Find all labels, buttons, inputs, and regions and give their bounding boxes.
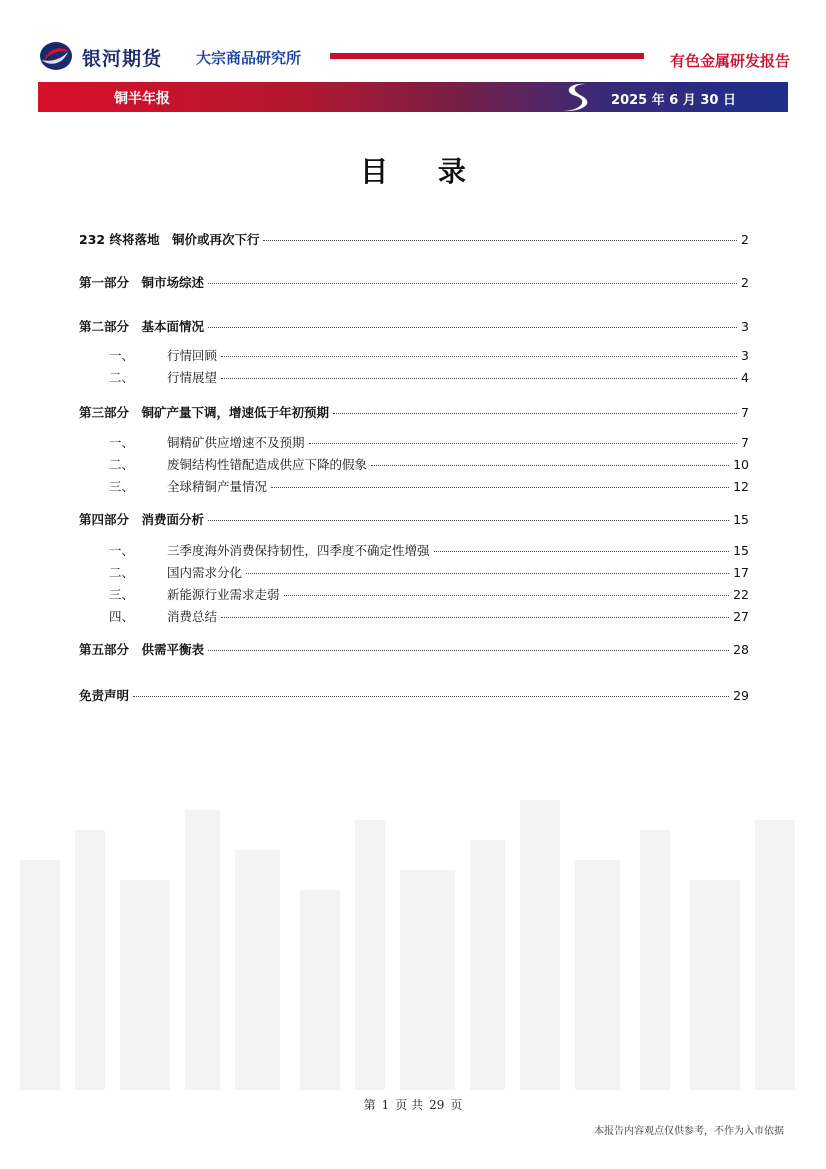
toc-entry-number: 一、 [109,348,135,363]
toc-leader-dots [221,378,737,379]
toc-entry[interactable] [79,317,749,335]
toc-leader-dots [263,240,737,241]
toc-entry-label: 全球精铜产量情况 [167,479,268,494]
toc-entry-label: 232 终将落地 铜价或再次下行 [79,232,260,247]
toc-entry[interactable] [79,585,749,603]
toc-entry[interactable] [79,230,749,248]
header-band [38,82,788,112]
toc-entry-number: 三、 [109,479,135,494]
toc-leader-dots [434,551,730,552]
swoosh-icon [556,82,598,112]
toc-entry-text [79,477,267,495]
toc-entry-page: 15 [733,512,749,527]
page-number: 第 1 页 共 29 页 [363,1098,463,1112]
toc-entry[interactable] [79,607,749,625]
toc-entry-text [79,640,204,658]
band-title: 铜半年报 [114,91,170,107]
toc-entry[interactable] [79,477,749,495]
toc-entry-number: 二、 [109,457,135,472]
toc-entry-text [79,433,305,451]
toc-entry-text [79,317,204,335]
toc-entry-text [79,230,259,248]
toc-entry-page: 28 [733,642,749,657]
toc-entry[interactable] [79,510,749,528]
toc-entry[interactable] [79,433,749,451]
institute-name: 大宗商品研究所 [196,49,302,67]
toc-entry-text [79,455,367,473]
toc-entry-page: 17 [733,565,749,580]
toc-entry[interactable] [79,368,749,386]
toc-entry-number: 三、 [109,587,135,602]
toc-entry-page: 15 [733,543,749,558]
toc-entry-number: 四、 [109,609,135,624]
toc-entry-label: 国内需求分化 [167,565,243,580]
toc-entry-label: 第二部分 基本面情况 [79,319,205,334]
page-title: 目 录 [360,155,486,188]
toc-entry-page: 27 [733,609,749,624]
toc-entry-label: 新能源行业需求走弱 [167,587,280,602]
toc-entry[interactable] [79,686,749,704]
toc-leader-dots [333,413,737,414]
toc-entry-page: 22 [733,587,749,602]
toc-leader-dots [208,283,737,284]
toc-entry[interactable] [79,346,749,364]
toc-entry-text [79,368,217,386]
toc-entry[interactable] [79,403,749,421]
toc-entry-label: 第三部分 铜矿产量下调，增速低于年初预期 [79,405,330,420]
toc-entry-label: 第一部分 铜市场综述 [79,275,205,290]
toc-leader-dots [221,617,729,618]
toc-entry[interactable] [79,541,749,559]
toc-entry-label: 第五部分 供需平衡表 [79,642,205,657]
toc-entry-page: 7 [741,405,749,420]
toc-entry[interactable] [79,273,749,291]
toc-entry-text [79,510,204,528]
brand-name: 银河期货 [82,48,163,70]
toc-entry-label: 第四部分 消费面分析 [79,512,205,527]
report-date: 2025 年 6 月 30 日 [611,93,736,108]
toc-entry-page: 2 [741,275,749,290]
toc-leader-dots [309,443,738,444]
toc-entry-text [79,686,129,704]
toc-entry-text [79,541,430,559]
header-divider [330,53,644,59]
toc-leader-dots [208,650,729,651]
toc-entry-label: 三季度海外消费保持韧性，四季度不确定性增强 [167,543,430,558]
report-type: 有色金属研发报告 [669,52,790,70]
toc-entry-page: 10 [733,457,749,472]
toc-entry-page: 3 [741,348,749,363]
toc-leader-dots [371,465,729,466]
toc-entry-text [79,273,204,291]
toc-entry-number: 一、 [109,435,135,450]
skyline-watermark [0,790,826,1090]
toc-entry-page: 3 [741,319,749,334]
toc-entry[interactable] [79,455,749,473]
toc-entry-text [79,607,217,625]
toc-entry-number: 二、 [109,370,135,385]
toc-entry-label: 铜精矿供应增速不及预期 [167,435,305,450]
toc-leader-dots [208,327,737,328]
toc-entry-page: 29 [733,688,749,703]
toc-leader-dots [133,696,729,697]
toc-leader-dots [271,487,729,488]
toc-entry-text [79,563,242,581]
toc-entry-label: 行情展望 [167,370,218,385]
toc-entry-label: 免责声明 [79,688,130,703]
toc-entry-number: 二、 [109,565,135,580]
toc-entry-label: 消费总结 [167,609,218,624]
toc-entry[interactable] [79,563,749,581]
galaxy-logo-icon [38,40,74,72]
toc-entry-number: 一、 [109,543,135,558]
footer-disclaimer: 本报告内容观点仅供参考，不作为入市依据 [594,1126,784,1137]
toc-entry-page: 7 [741,435,749,450]
toc-entry-page: 2 [741,232,749,247]
toc-entry-page: 4 [741,370,749,385]
toc-entry-label: 废铜结构性错配造成供应下降的假象 [167,457,368,472]
toc-entry-text [79,403,329,421]
toc-entry-page: 12 [733,479,749,494]
toc-leader-dots [208,520,729,521]
toc-entry-label: 行情回顾 [167,348,218,363]
toc-leader-dots [221,356,737,357]
toc-entry[interactable] [79,640,749,658]
toc-leader-dots [246,573,729,574]
toc-leader-dots [284,595,730,596]
toc-entry-text [79,346,217,364]
toc-entry-text [79,585,280,603]
